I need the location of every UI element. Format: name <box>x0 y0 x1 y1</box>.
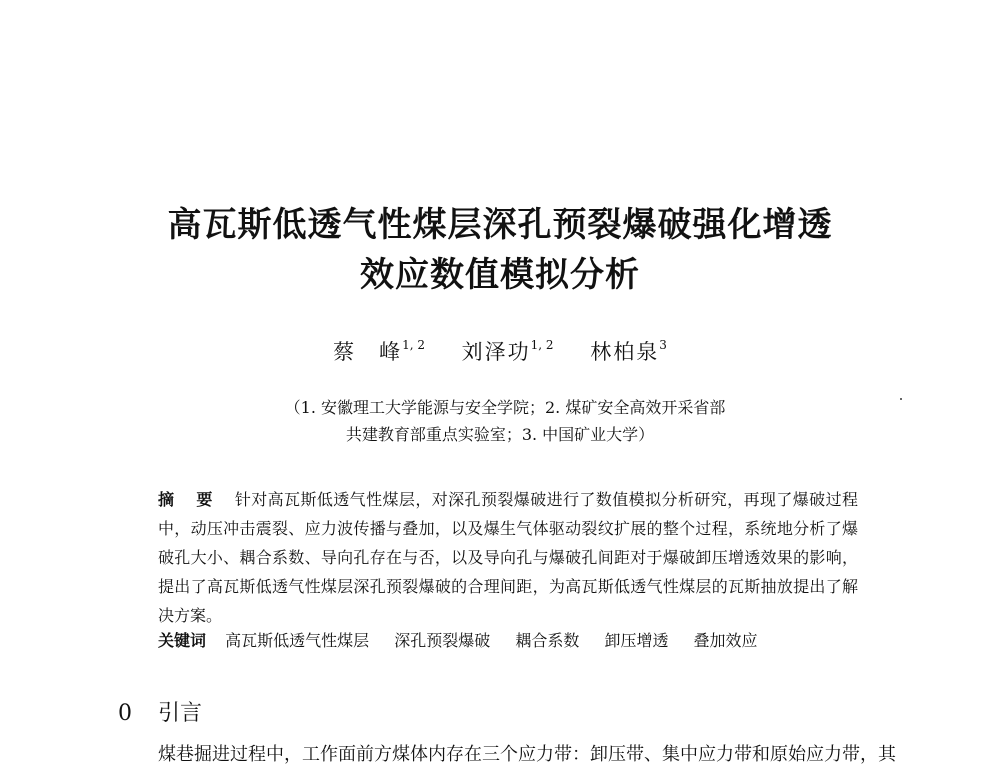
author: 蔡 峰$^{1, 2}$ <box>333 338 425 364</box>
keywords-heading: 关键词 <box>158 631 207 650</box>
affiliation-line-1: （1. 安徽理工大学能源与安全学院；2. 煤矿安全高效开采省部 <box>284 398 726 417</box>
author-affiliation-mark: 1, 2 <box>402 338 425 352</box>
author: 刘泽功$^{1, 2}$ <box>461 338 554 364</box>
abstract-text: 针对高瓦斯低透气性煤层，对深孔预裂爆破进行了数值模拟分析研究，再现了爆破过程中，动压冲击震裂、应力波传播与叠加，以及爆生气体驱动裂纹扩展的整个过程，系统地分析了爆破孔大小、耦合系数、导向孔存在与否，以及导向孔与爆破孔间距对于爆破卸压增透效果的影响，提出了高瓦斯低透气性煤层深孔预裂爆破的合理间距，为高瓦斯低透气性煤层的瓦斯抽放提出了解决方案。 <box>158 490 858 625</box>
affiliation-line-2: 共建教育部重点实验室；3. 中国矿业大学） <box>345 425 655 444</box>
keyword: 深孔预裂爆破 <box>394 631 491 650</box>
title-line-2: 效应数值模拟分析 <box>360 255 640 295</box>
affiliations <box>0 394 1000 448</box>
abstract-heading: 摘 要 <box>158 490 221 509</box>
keyword: 耦合系数 <box>515 631 580 650</box>
scan-speck <box>900 398 902 400</box>
paper-title <box>0 200 1000 300</box>
keyword: 卸压增透 <box>604 631 669 650</box>
author-affiliation-mark: 3 <box>659 338 667 352</box>
keywords <box>158 628 858 654</box>
author-list <box>0 336 1000 366</box>
keyword: 高瓦斯低透气性煤层 <box>225 631 370 650</box>
section-heading <box>118 696 202 727</box>
author-affiliation-mark: 1, 2 <box>530 338 554 352</box>
keyword: 叠加效应 <box>693 631 758 650</box>
title-line-1: 高瓦斯低透气性煤层深孔预裂爆破强化增透 <box>167 205 833 245</box>
body-paragraph: 煤巷掘进过程中，工作面前方煤体内存在三个应力带：卸压带、集中应力带和原始应力带，其 <box>158 744 896 765</box>
abstract <box>158 485 858 630</box>
author: 林柏泉$^3$ <box>590 338 667 364</box>
section-number: 0 <box>118 701 132 726</box>
section-title: 引言 <box>158 701 203 726</box>
